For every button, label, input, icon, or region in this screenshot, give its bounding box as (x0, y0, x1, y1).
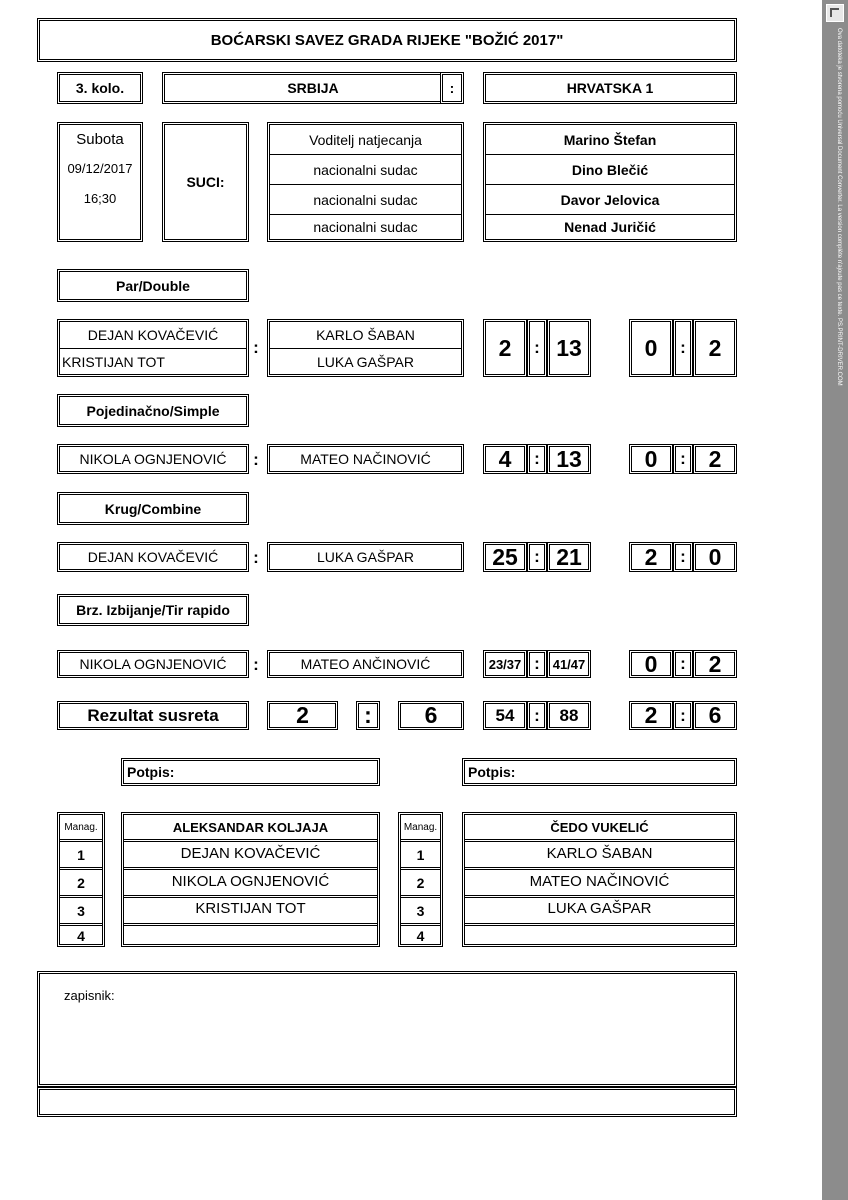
score-home: 2 (483, 319, 527, 377)
double-away-players (267, 319, 464, 377)
home-team: SRBIJA (162, 72, 464, 104)
away-team: HRVATSKA 1 (483, 72, 737, 104)
points-away: 2 (693, 444, 737, 474)
roster-number: 3 (77, 902, 85, 919)
score-away: 21 (547, 542, 591, 572)
player-name: KRISTIJAN TOT (62, 353, 165, 370)
versus-separator: : (253, 548, 259, 567)
official-name: Davor Jelovica (560, 191, 660, 208)
score-colon: : (527, 701, 547, 730)
official-role: nacionalni sudac (313, 161, 418, 178)
roster-player: KRISTIJAN TOT (195, 899, 306, 917)
roster-player: KARLO ŠABAN (546, 844, 653, 862)
player-name: LUKA GAŠPAR (316, 353, 414, 370)
signature-home: Potpis: (121, 758, 380, 786)
converter-sidebar (822, 0, 848, 1200)
points-colon: : (673, 650, 693, 678)
points-home: 0 (629, 319, 673, 377)
score-home: 23/37 (483, 650, 527, 678)
roster-player (465, 926, 734, 946)
date-box (57, 122, 143, 242)
round-label: 3. kolo. (57, 72, 143, 104)
official-role: nacionalni sudac (313, 191, 418, 208)
points-away: 2 (693, 650, 737, 678)
roster-player: LUKA GAŠPAR (547, 899, 652, 917)
judges-label: SUCI: (162, 122, 249, 242)
score-colon: : (527, 650, 547, 678)
points-away: 2 (693, 319, 737, 377)
roster-player: MATEO NAČINOVIĆ (529, 872, 670, 890)
home-roster-numbers (57, 812, 105, 947)
notes-label: zapisnik: (64, 988, 115, 1003)
points-home: 0 (629, 650, 673, 678)
roster-number: 4 (416, 928, 425, 944)
result-label: Rezultat susreta (57, 701, 249, 730)
versus-separator: : (253, 450, 259, 469)
rapid-away-player: MATEO ANČINOVIĆ (267, 650, 464, 678)
official-name: Dino Blečić (571, 161, 649, 178)
points-away: 6 (693, 701, 737, 730)
points-home: 2 (629, 542, 673, 572)
section-label-rapid: Brz. Izbijanje/Tir rapido (57, 594, 249, 626)
simple-away-player: MATEO NAČINOVIĆ (267, 444, 464, 474)
roster-number: 3 (416, 902, 425, 919)
official-roles-box (267, 122, 464, 242)
section-label-simple: Pojedinačno/Simple (57, 394, 249, 427)
official-names-box (483, 122, 737, 242)
official-role: nacionalni sudac (313, 219, 418, 235)
points-colon: : (673, 444, 693, 474)
manager-label: Manag. (64, 821, 98, 833)
result-home: 2 (267, 701, 338, 730)
away-roster-players (462, 812, 737, 947)
away-manager-name: ČEDO VUKELIĆ (550, 819, 649, 835)
roster-number: 1 (77, 846, 85, 863)
team-separator: : (440, 72, 464, 104)
score-away: 13 (547, 319, 591, 377)
official-name: Marino Štefan (563, 131, 657, 148)
match-day: Subota (76, 130, 124, 148)
roster-number: 1 (416, 846, 425, 863)
match-date: 09/12/2017 (67, 160, 133, 176)
versus-separator: : (253, 655, 259, 674)
match-time: 16;30 (83, 190, 117, 206)
section-label-double: Par/Double (57, 269, 249, 302)
combine-away-player: LUKA GAŠPAR (267, 542, 464, 572)
roster-number: 2 (416, 874, 425, 891)
roster-number: 2 (77, 874, 85, 891)
points-colon: : (673, 542, 693, 572)
score-away: 41/47 (547, 650, 591, 678)
document-converter-logo-icon (826, 4, 844, 22)
official-role: Voditelj natjecanja (309, 131, 422, 148)
rapid-home-player: NIKOLA OGNJENOVIĆ (57, 650, 249, 678)
official-name: Nenad Juričić (564, 219, 656, 235)
score-home: 54 (483, 701, 527, 730)
points-away: 0 (693, 542, 737, 572)
score-colon: : (527, 542, 547, 572)
roster-player: DEJAN KOVAČEVIĆ (180, 844, 321, 862)
section-label-combine: Krug/Combine (57, 492, 249, 525)
notes-footer-box (37, 1087, 737, 1117)
points-colon: : (673, 701, 693, 730)
home-manager-name: ALEKSANDAR KOLJAJA (172, 819, 329, 835)
points-colon: : (673, 319, 693, 377)
score-colon: : (527, 319, 547, 377)
result-away: 6 (398, 701, 464, 730)
signature-away: Potpis: (462, 758, 737, 786)
simple-home-player: NIKOLA OGNJENOVIĆ (57, 444, 249, 474)
result-colon: : (356, 701, 380, 730)
score-away: 13 (547, 444, 591, 474)
player-name: KARLO ŠABAN (316, 327, 415, 343)
score-home: 4 (483, 444, 527, 474)
converter-watermark-text: Ova datoteka je stvorena pomoću Universal Document Converter. La version complète n'ajoute pas ce texte. PS.PRINT-DRIVER.COM (836, 28, 842, 386)
manager-label: Manag. (403, 821, 438, 833)
score-away: 88 (547, 701, 591, 730)
versus-separator: : (253, 338, 259, 357)
double-home-players (57, 319, 249, 377)
home-roster-players (121, 812, 380, 947)
points-home: 2 (629, 701, 673, 730)
page-title: BOĆARSKI SAVEZ GRADA RIJEKE "BOŽIĆ 2017" (37, 18, 737, 62)
player-name: DEJAN KOVAČEVIĆ (87, 327, 219, 343)
points-home: 0 (629, 444, 673, 474)
combine-home-player: DEJAN KOVAČEVIĆ (57, 542, 249, 572)
score-colon: : (527, 444, 547, 474)
score-home: 25 (483, 542, 527, 572)
notes-box[interactable] (37, 971, 737, 1087)
roster-player (124, 926, 377, 946)
away-roster-numbers (398, 812, 443, 947)
roster-number: 4 (77, 928, 85, 944)
roster-player: NIKOLA OGNJENOVIĆ (171, 872, 330, 890)
